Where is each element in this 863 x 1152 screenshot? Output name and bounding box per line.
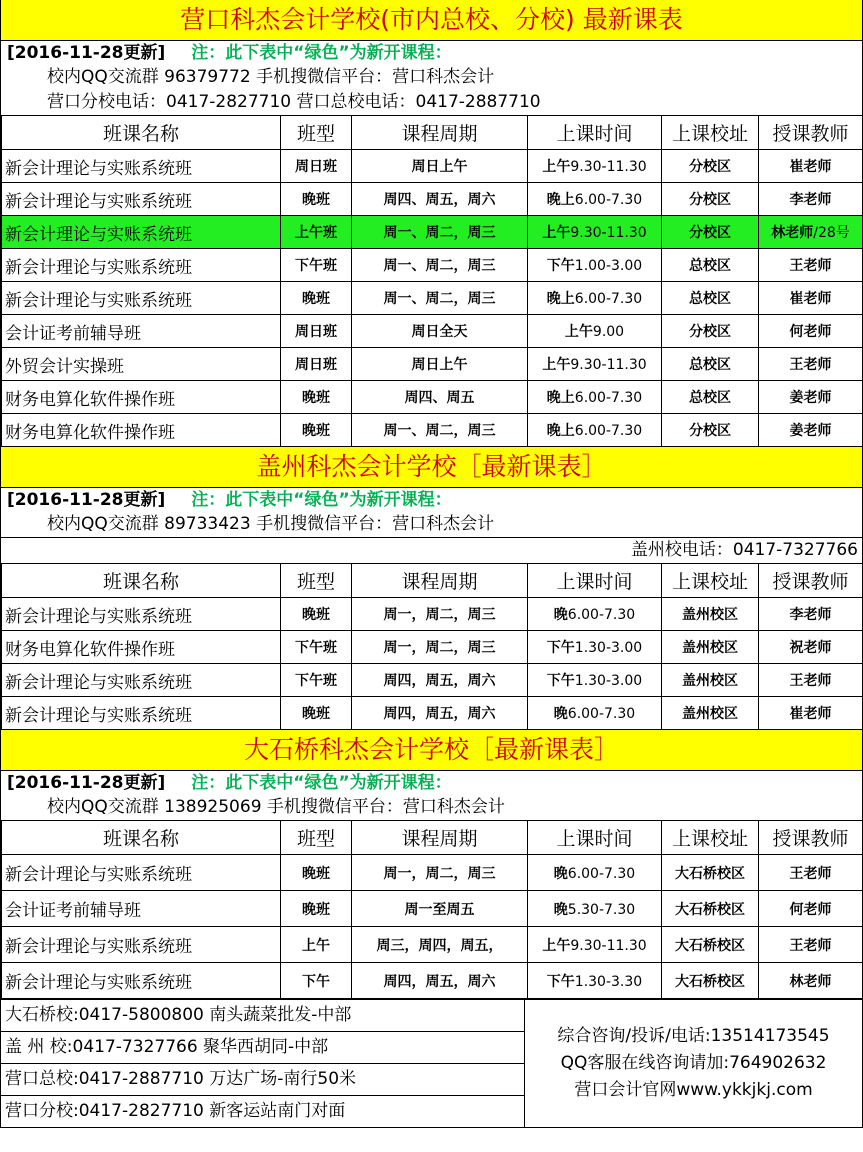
- campus-cell: 大石桥校区: [662, 963, 759, 999]
- campus-cell: 总校区: [662, 348, 759, 381]
- update-date: [2016-11-28更新]: [7, 773, 166, 793]
- time-range: 9.30-11.30: [570, 225, 647, 241]
- time-prefix: 下午: [546, 973, 575, 990]
- new-course-note: 注：此下表中“绿色”为新开课程：: [191, 43, 452, 63]
- table-row: [2, 414, 863, 447]
- time-range: 1.30-3.30: [574, 973, 643, 990]
- time-prefix: 晚上: [546, 192, 575, 208]
- time-prefix: 上午: [542, 357, 571, 373]
- teacher-name: 王老师: [789, 258, 832, 274]
- teacher-note: /28号: [813, 225, 850, 241]
- section2-table: [1, 563, 863, 730]
- teacher-cell: [759, 183, 863, 216]
- header-period: 课程周期: [352, 564, 528, 598]
- campus-cell: 总校区: [662, 282, 759, 315]
- time-cell: [528, 381, 662, 414]
- class-type-cell: 晚班: [281, 891, 352, 927]
- time-cell: [528, 697, 662, 730]
- period-cell: 周一，周二，周三: [352, 855, 528, 891]
- time-range: 6.00-7.30: [567, 865, 636, 882]
- time-prefix: 上午: [542, 937, 571, 954]
- header-course-name: 班课名称: [2, 821, 281, 855]
- header-time: 上课时间: [528, 821, 662, 855]
- address-line: 盖 州 校:0417-7327766 聚华西胡同-中部: [1, 1032, 524, 1064]
- table-row: [2, 664, 863, 697]
- time-cell: [528, 598, 662, 631]
- course-name-cell: 财务电算化软件操作班: [2, 381, 281, 414]
- teacher-name: 崔老师: [789, 159, 832, 175]
- time-range: 6.00-7.30: [574, 390, 643, 406]
- class-type-cell: 周日班: [281, 150, 352, 183]
- teacher-name: 姜老师: [789, 423, 832, 439]
- time-prefix: 晚: [553, 607, 568, 623]
- time-cell: [528, 249, 662, 282]
- teacher-name: 王老师: [789, 937, 832, 954]
- class-type-cell: 上午: [281, 927, 352, 963]
- teacher-name: 林老师: [771, 225, 814, 241]
- time-prefix: 晚: [553, 865, 568, 882]
- class-type-cell: 周日班: [281, 315, 352, 348]
- teacher-name: 祝老师: [789, 640, 832, 656]
- qq-group-line: 校内QQ交流群 96379772 手机搜微信平台：营口科杰会计: [47, 67, 495, 87]
- table-row: [2, 183, 863, 216]
- campus-cell: 分校区: [662, 414, 759, 447]
- table-row: [2, 381, 863, 414]
- table-header-row: [2, 564, 863, 598]
- time-cell: [528, 150, 662, 183]
- website-link[interactable]: 营口会计官网www.ykkjkj.com: [574, 1080, 813, 1100]
- period-cell: 周一，周二，周三: [352, 598, 528, 631]
- teacher-name: 崔老师: [789, 291, 832, 307]
- section3-update-line: [1, 771, 862, 795]
- time-cell: [528, 216, 662, 249]
- class-type-cell: 上午班: [281, 216, 352, 249]
- section2-title: 盖州科杰会计学校［最新课表］: [1, 447, 862, 488]
- phone-line: 营口分校电话：0417-2827710 营口总校电话：0417-2887710: [47, 92, 541, 112]
- address-line: 营口分校:0417-2827710 新客运站南门对面: [5, 1101, 346, 1121]
- course-name-cell: 新会计理论与实账系统班: [2, 183, 281, 216]
- course-name-cell: 会计证考前辅导班: [2, 891, 281, 927]
- period-cell: 周四、周五，周六: [352, 183, 528, 216]
- section2-update-line: [1, 488, 862, 512]
- time-prefix: 晚上: [546, 291, 575, 307]
- campus-cell: 盖州校区: [662, 664, 759, 697]
- header-time: 上课时间: [528, 116, 662, 150]
- time-prefix: 晚上: [546, 423, 575, 439]
- teacher-cell: [759, 891, 863, 927]
- teacher-cell: [759, 315, 863, 348]
- course-name-cell: 外贸会计实操班: [2, 348, 281, 381]
- header-campus: 上课校址: [662, 564, 759, 598]
- teacher-name: 王老师: [789, 357, 832, 373]
- time-range: 1.30-3.00: [574, 640, 643, 656]
- course-name-cell: 财务电算化软件操作班: [2, 414, 281, 447]
- header-teacher: 授课教师: [759, 821, 863, 855]
- campus-cell: 大石桥校区: [662, 855, 759, 891]
- campus-cell: 分校区: [662, 216, 759, 249]
- teacher-cell: [759, 927, 863, 963]
- header-campus: 上课校址: [662, 116, 759, 150]
- header-class-type: 班型: [281, 564, 352, 598]
- time-range: 1.30-3.00: [574, 673, 643, 689]
- campus-cell: 盖州校区: [662, 598, 759, 631]
- time-prefix: 晚: [553, 901, 568, 918]
- time-range: 9.00: [592, 324, 625, 340]
- course-name-cell: 财务电算化软件操作班: [2, 631, 281, 664]
- header-period: 课程周期: [352, 116, 528, 150]
- class-type-cell: 晚班: [281, 598, 352, 631]
- campus-address-list: [1, 1000, 525, 1127]
- campus-cell: 总校区: [662, 381, 759, 414]
- period-cell: 周一至周五: [352, 891, 528, 927]
- period-cell: 周一、周二，周三: [352, 216, 528, 249]
- time-prefix: 上午: [564, 324, 593, 340]
- period-cell: 周日上午: [352, 150, 528, 183]
- teacher-name: 林老师: [789, 973, 832, 990]
- time-prefix: 下午: [546, 640, 575, 656]
- campus-cell: 大石桥校区: [662, 927, 759, 963]
- time-range: 5.30-7.30: [567, 901, 636, 918]
- time-range: 6.00-7.30: [574, 423, 643, 439]
- time-cell: [528, 664, 662, 697]
- teacher-cell: [759, 697, 863, 730]
- period-cell: 周四，周五，周六: [352, 697, 528, 730]
- header-period: 课程周期: [352, 821, 528, 855]
- teacher-cell: [759, 598, 863, 631]
- class-type-cell: 下午: [281, 963, 352, 999]
- header-class-type: 班型: [281, 821, 352, 855]
- course-name-cell: 新会计理论与实账系统班: [2, 855, 281, 891]
- teacher-name: 王老师: [789, 673, 832, 689]
- course-name-cell: 新会计理论与实账系统班: [2, 216, 281, 249]
- time-prefix: 晚上: [546, 390, 575, 406]
- time-cell: [528, 183, 662, 216]
- course-name-cell: 新会计理论与实账系统班: [2, 249, 281, 282]
- campus-cell: 分校区: [662, 150, 759, 183]
- table-row: [2, 216, 863, 249]
- class-type-cell: 晚班: [281, 697, 352, 730]
- new-course-note: 注：此下表中“绿色”为新开课程：: [191, 490, 452, 510]
- time-cell: [528, 963, 662, 999]
- time-prefix: 上午: [542, 159, 571, 175]
- class-type-cell: 晚班: [281, 183, 352, 216]
- new-course-note: 注：此下表中“绿色”为新开课程：: [191, 773, 452, 793]
- period-cell: 周四，周五，周六: [352, 963, 528, 999]
- period-cell: 周一，周二，周三: [352, 631, 528, 664]
- course-name-cell: 新会计理论与实账系统班: [2, 697, 281, 730]
- header-teacher: 授课教师: [759, 116, 863, 150]
- teacher-name: 何老师: [789, 324, 832, 340]
- time-range: 6.00-7.30: [567, 706, 636, 722]
- course-name-cell: 新会计理论与实账系统班: [2, 598, 281, 631]
- teacher-cell: [759, 150, 863, 183]
- class-type-cell: 晚班: [281, 855, 352, 891]
- time-cell: [528, 348, 662, 381]
- teacher-name: 何老师: [789, 901, 832, 918]
- course-name-cell: 新会计理论与实账系统班: [2, 282, 281, 315]
- class-type-cell: 周日班: [281, 348, 352, 381]
- header-course-name: 班课名称: [2, 564, 281, 598]
- time-range: 9.30-11.30: [570, 357, 647, 373]
- period-cell: 周三，周四，周五，: [352, 927, 528, 963]
- table-header-row: [2, 821, 863, 855]
- teacher-cell: [759, 963, 863, 999]
- section1-update-line: [1, 41, 862, 65]
- table-row: [2, 150, 863, 183]
- address-line: 营口总校:0417-2887710 万达广场-南行50米: [1, 1064, 524, 1096]
- teacher-cell: [759, 855, 863, 891]
- table-row: [2, 282, 863, 315]
- section3-title: 大石桥科杰会计学校［最新课表］: [1, 730, 862, 771]
- course-name-cell: 新会计理论与实账系统班: [2, 927, 281, 963]
- time-range: 9.30-11.30: [570, 937, 647, 954]
- time-cell: [528, 282, 662, 315]
- phone-line: 盖州校电话：0417-7327766: [630, 540, 858, 560]
- header-campus: 上课校址: [662, 821, 759, 855]
- class-type-cell: 晚班: [281, 381, 352, 414]
- teacher-name: 李老师: [789, 607, 832, 623]
- address-line: 大石桥校:0417-5800800 南头蔬菜批发-中部: [1, 1000, 524, 1032]
- update-date: [2016-11-28更新]: [7, 43, 166, 63]
- campus-cell: 大石桥校区: [662, 891, 759, 927]
- course-name-cell: 新会计理论与实账系统班: [2, 963, 281, 999]
- teacher-name: 李老师: [789, 192, 832, 208]
- qq-service: QQ客服在线咨询请加:764902632: [560, 1053, 827, 1073]
- table-row: [2, 891, 863, 927]
- time-prefix: 下午: [546, 673, 575, 689]
- time-range: 1.00-3.00: [574, 258, 643, 274]
- campus-cell: 盖州校区: [662, 631, 759, 664]
- table-row: [2, 963, 863, 999]
- class-type-cell: 晚班: [281, 414, 352, 447]
- period-cell: 周一、周二，周三: [352, 414, 528, 447]
- time-prefix: 下午: [546, 258, 575, 274]
- campus-cell: 总校区: [662, 249, 759, 282]
- teacher-cell: [759, 381, 863, 414]
- table-row: [2, 315, 863, 348]
- teacher-cell: [759, 631, 863, 664]
- header-time: 上课时间: [528, 564, 662, 598]
- period-cell: 周四，周五，周六: [352, 664, 528, 697]
- section1-table: [1, 115, 863, 447]
- qq-group-line: 校内QQ交流群 138925069 手机搜微信平台：营口科杰会计: [47, 797, 505, 817]
- campus-cell: 分校区: [662, 315, 759, 348]
- teacher-cell: [759, 216, 863, 249]
- period-cell: 周一、周二，周三: [352, 282, 528, 315]
- course-name-cell: 新会计理论与实账系统班: [2, 150, 281, 183]
- contact-info: [525, 1000, 862, 1127]
- qq-group-line: 校内QQ交流群 89733423 手机搜微信平台：营口科杰会计: [1, 512, 862, 538]
- period-cell: 周日全天: [352, 315, 528, 348]
- teacher-name: 王老师: [789, 865, 832, 882]
- time-cell: [528, 631, 662, 664]
- table-row: [2, 697, 863, 730]
- campus-cell: 盖州校区: [662, 697, 759, 730]
- campus-cell: 分校区: [662, 183, 759, 216]
- time-prefix: 上午: [542, 225, 571, 241]
- course-name-cell: 新会计理论与实账系统班: [2, 664, 281, 697]
- table-row: [2, 598, 863, 631]
- section3-table: [1, 820, 863, 999]
- consult-phone: 综合咨询/投诉/电话:13514173545: [557, 1026, 830, 1046]
- table-row: [2, 348, 863, 381]
- time-cell: [528, 414, 662, 447]
- teacher-cell: [759, 414, 863, 447]
- class-type-cell: 晚班: [281, 282, 352, 315]
- course-name-cell: 会计证考前辅导班: [2, 315, 281, 348]
- time-cell: [528, 891, 662, 927]
- time-range: 6.00-7.30: [574, 192, 643, 208]
- teacher-cell: [759, 249, 863, 282]
- update-date: [2016-11-28更新]: [7, 490, 166, 510]
- section1-title: 营口科杰会计学校(市内总校、分校) 最新课表: [1, 0, 862, 41]
- period-cell: 周一、周二，周三: [352, 249, 528, 282]
- table-header-row: [2, 116, 863, 150]
- header-course-name: 班课名称: [2, 116, 281, 150]
- class-type-cell: 下午班: [281, 631, 352, 664]
- time-prefix: 晚: [553, 706, 568, 722]
- footer: [1, 999, 862, 1128]
- period-cell: 周四、周五: [352, 381, 528, 414]
- time-range: 6.00-7.30: [567, 607, 636, 623]
- class-type-cell: 下午班: [281, 249, 352, 282]
- table-row: [2, 855, 863, 891]
- teacher-cell: [759, 664, 863, 697]
- period-cell: 周日上午: [352, 348, 528, 381]
- table-row: [2, 927, 863, 963]
- time-cell: [528, 855, 662, 891]
- table-row: [2, 249, 863, 282]
- teacher-name: 姜老师: [789, 390, 832, 406]
- table-row: [2, 631, 863, 664]
- teacher-name: 崔老师: [789, 706, 832, 722]
- time-cell: [528, 315, 662, 348]
- header-class-type: 班型: [281, 116, 352, 150]
- time-range: 9.30-11.30: [570, 159, 647, 175]
- header-teacher: 授课教师: [759, 564, 863, 598]
- time-cell: [528, 927, 662, 963]
- time-range: 6.00-7.30: [574, 291, 643, 307]
- teacher-cell: [759, 348, 863, 381]
- teacher-cell: [759, 282, 863, 315]
- class-type-cell: 下午班: [281, 664, 352, 697]
